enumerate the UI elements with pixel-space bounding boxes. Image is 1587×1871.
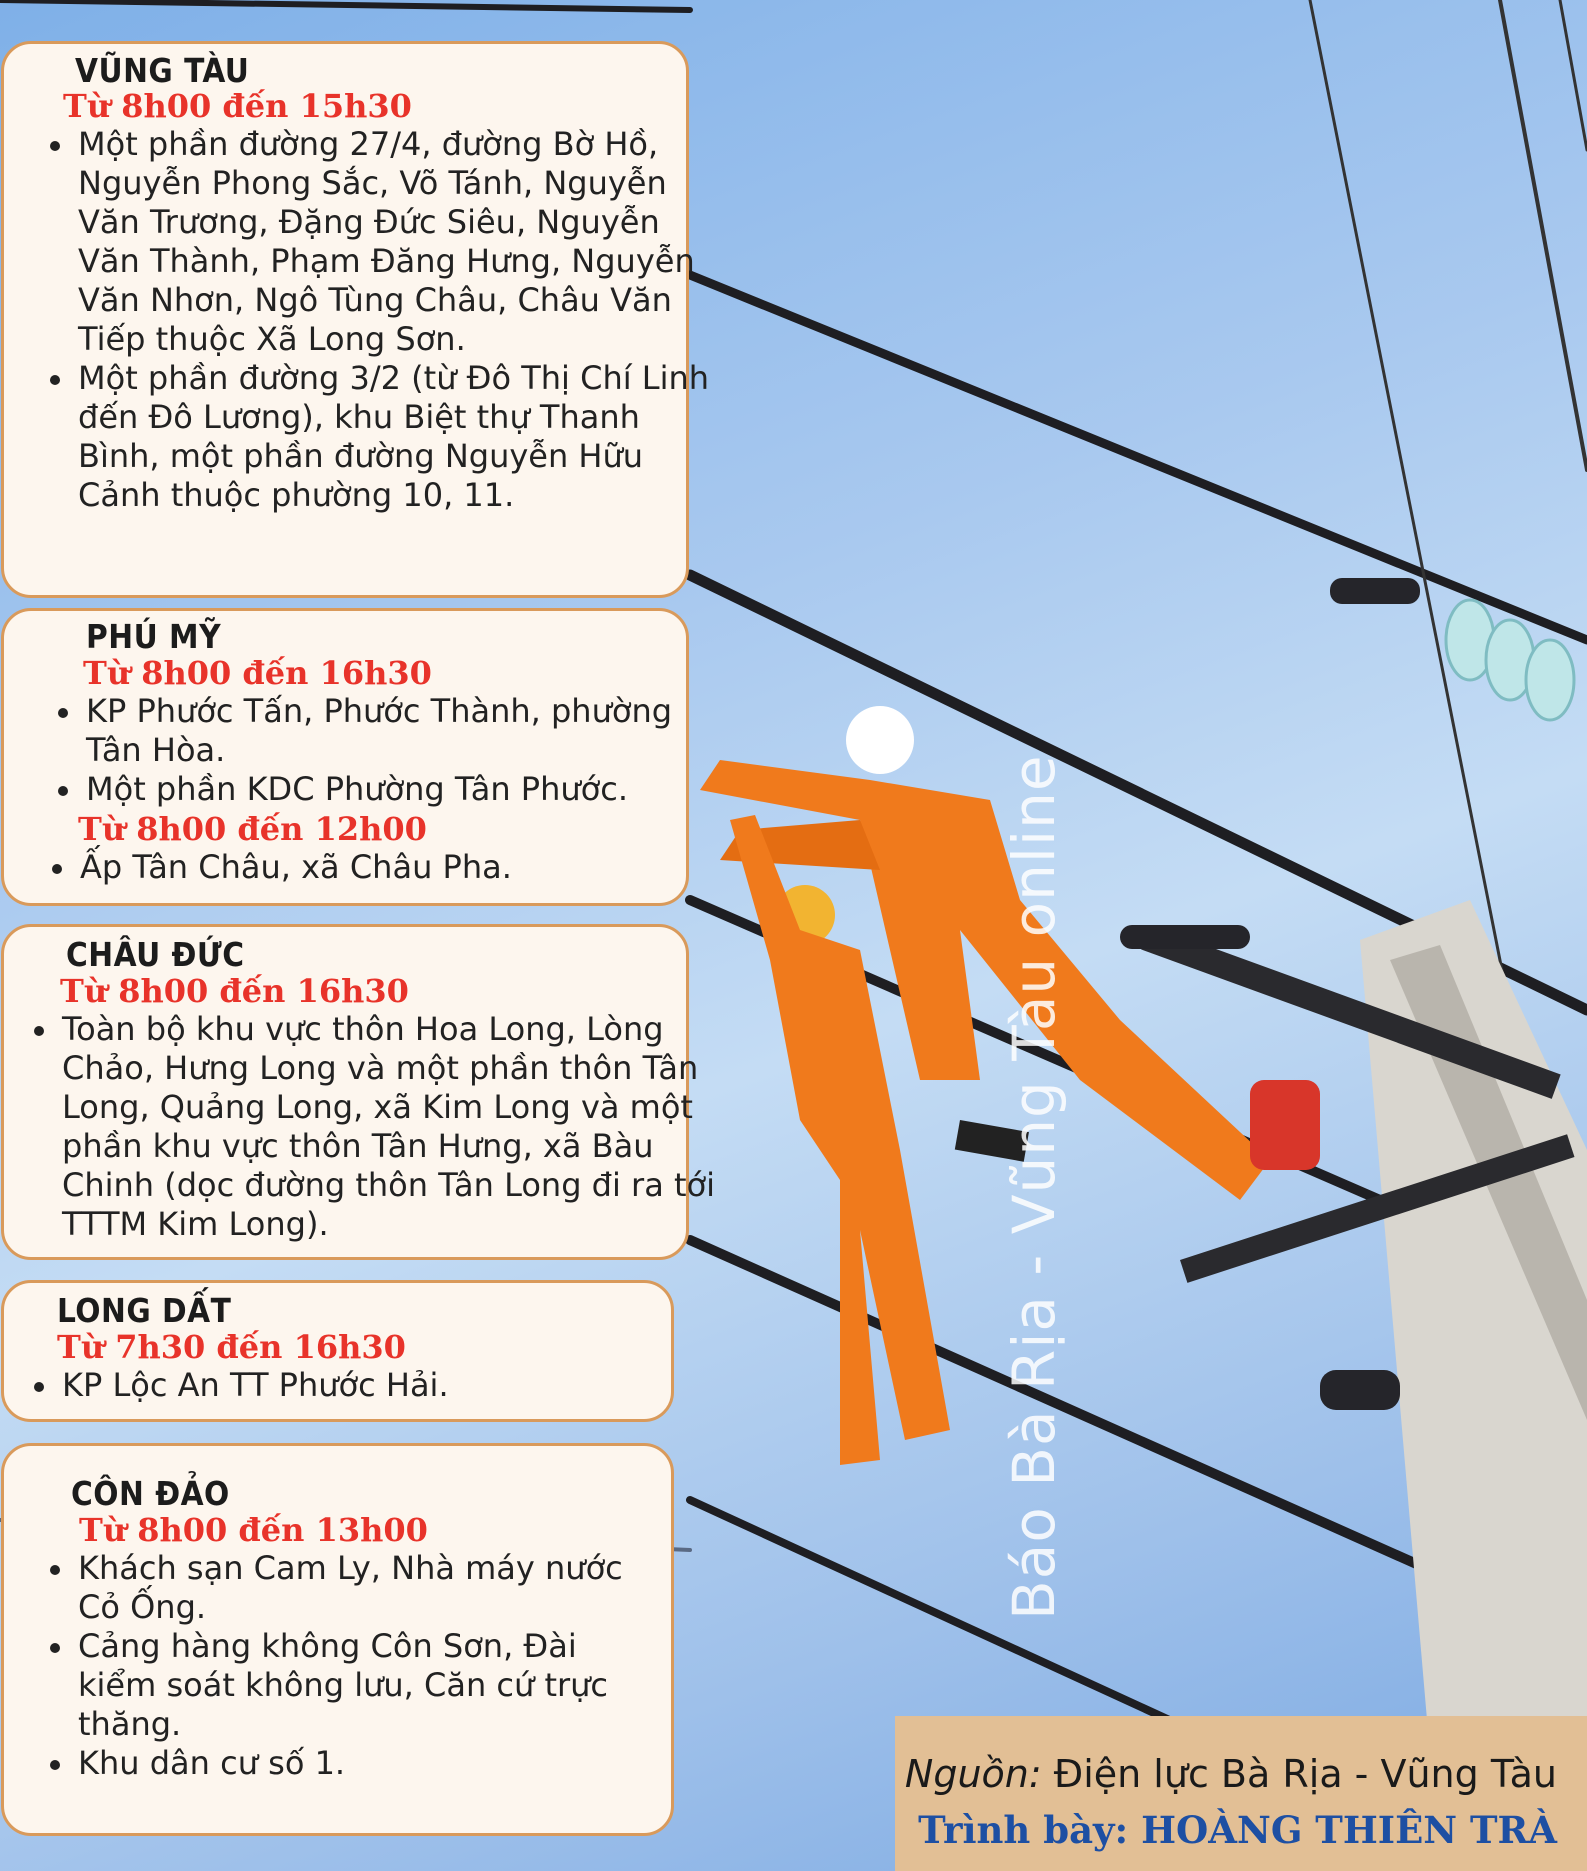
region-card-con-dao xyxy=(1,1443,674,1836)
list-item: Khách sạn Cam Ly, Nhà máy nước Cỏ Ống. xyxy=(78,1549,638,1627)
credit-line: Trình bày: HOÀNG THIÊN TRÀ xyxy=(918,1808,1557,1852)
street-list xyxy=(44,125,718,515)
source-line xyxy=(905,1752,1557,1796)
list-item: Toàn bộ khu vực thôn Hoa Long, Lòng Chảo, Hưng Long và một phần thôn Tân Long, Quảng Long, xã Kim Long và một phần khu vực thôn Tân Hưng, xã Bàu Chinh (dọc đường thôn Tân Long đi ra tới TTTM Kim Long). xyxy=(62,1010,715,1243)
list-item: Một phần đường 27/4, đường Bờ Hồ, Nguyễn Phong Sắc, Võ Tánh, Nguyễn Văn Trương, Đặng Đức Siêu, Nguyễn Văn Thành, Phạm Đăng Hưng, Nguyễn Văn Nhơn, Ngô Tùng Châu, Châu Văn Tiếp thuộc Xã Long Sơn. xyxy=(78,125,718,359)
source-value: Điện lực Bà Rịa - Vũng Tàu xyxy=(1053,1752,1557,1796)
region-title: CHÂU ĐỨC xyxy=(66,935,245,974)
watermark-text: Báo Bà Rịa - Vũng Tàu online xyxy=(1000,754,1068,1620)
region-title: VŨNG TÀU xyxy=(75,51,250,90)
time-range: Từ 8h00 đến 13h00 xyxy=(79,1511,428,1549)
street-list xyxy=(28,1010,717,1244)
list-item: Một phần đường 3/2 (từ Đô Thị Chí Linh đến Đô Lương), khu Biệt thự Thanh Bình, một phần đường Nguyễn Hữu Cảnh thuộc phường 10, 11. xyxy=(78,359,718,515)
list-item: Khu dân cư số 1. xyxy=(78,1744,638,1783)
time-range: Từ 8h00 đến 15h30 xyxy=(63,87,412,125)
source-label: Nguồn: xyxy=(904,1752,1042,1796)
region-card-phu-my xyxy=(1,608,689,906)
street-list xyxy=(44,1549,638,1783)
region-card-long-dat xyxy=(1,1280,674,1422)
list-item: KP Lộc An TT Phước Hải. xyxy=(62,1366,682,1405)
time-range: Từ 8h00 đến 16h30 xyxy=(83,654,432,692)
list-item: Cảng hàng không Côn Sơn, Đài kiểm soát không lưu, Căn cứ trực thăng. xyxy=(78,1627,638,1744)
region-title: PHÚ MỸ xyxy=(86,617,222,656)
time-range: Từ 8h00 đến 12h00 xyxy=(78,810,427,848)
region-title: LONG DẤT xyxy=(57,1291,232,1330)
region-title: CÔN ĐẢO xyxy=(71,1474,230,1513)
time-range: Từ 7h30 đến 16h30 xyxy=(57,1328,406,1366)
list-item: KP Phước Tấn, Phước Thành, phường Tân Hòa. xyxy=(86,692,706,770)
street-list xyxy=(46,848,700,887)
source-credit-box xyxy=(895,1716,1587,1871)
region-card-chau-duc xyxy=(1,924,715,1260)
time-range: Từ 8h00 đến 16h30 xyxy=(60,972,409,1010)
street-list xyxy=(28,1366,682,1405)
street-list xyxy=(52,692,706,809)
list-item: Ấp Tân Châu, xã Châu Pha. xyxy=(80,848,700,887)
list-item: Một phần KDC Phường Tân Phước. xyxy=(86,770,706,809)
region-card-vung-tau xyxy=(1,41,710,598)
